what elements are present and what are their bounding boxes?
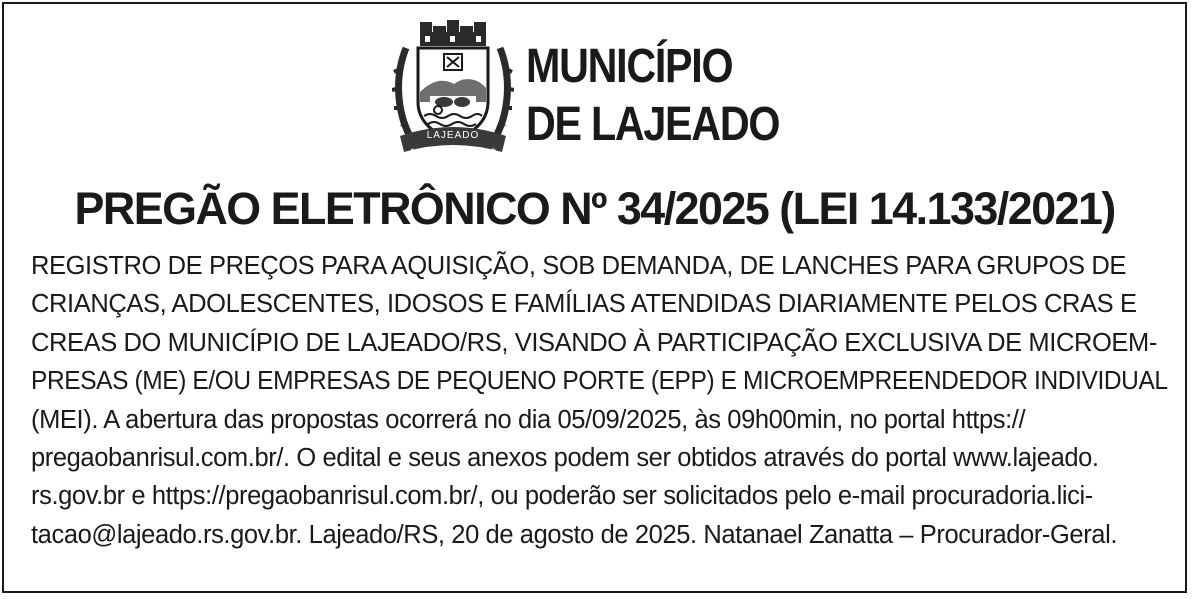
headline-text: PREGÃO ELETRÔNICO Nº 34/2025 (LEI 14.133/2021) bbox=[74, 183, 1115, 234]
body-line: CREAS DO MUNICÍPIO DE LAJEADO/RS, VISANDO À PARTICIPAÇÃO EXCLUSIVA DE MICROEM- bbox=[31, 328, 1157, 357]
municipality-title-line2: DE LAJEADO bbox=[526, 98, 780, 151]
crest-year-right: 1939 bbox=[471, 147, 497, 159]
notice-body bbox=[31, 247, 1168, 554]
body-line: rs.gov.br e https://pregaobanrisul.com.br/, ou poderão ser solicitados pelo e-mail procuradoria.lici- bbox=[31, 482, 1093, 511]
crest-name: LAJEADO bbox=[426, 130, 480, 141]
body-line: CRIANÇAS, ADOLESCENTES, IDOSOS E FAMÍLIAS ATENDIDAS DIARIAMENTE PELOS CRAS E bbox=[31, 290, 1137, 319]
body-line: (MEI). A abertura das propostas ocorrerá no dia 05/09/2025, às 09h00min, no portal https:// bbox=[31, 405, 1026, 434]
municipality-title-line1: MUNICÍPIO bbox=[526, 40, 733, 93]
body-line: pregaobanrisul.com.br/. O edital e seus anexos podem ser obtidos através do portal www.lajeado. bbox=[31, 444, 1099, 473]
municipal-coat-of-arms-icon bbox=[392, 18, 514, 164]
body-line: REGISTRO DE PREÇOS PARA AQUISIÇÃO, SOB DEMANDA, DE LANCHES PARA GRUPOS DE bbox=[31, 252, 1126, 280]
body-line: tacao@lajeado.rs.gov.br. Lajeado/RS, 20 de agosto de 2025. Natanael Zanatta – Procurador-Geral. bbox=[31, 520, 1118, 549]
notice-headline bbox=[4, 182, 1185, 236]
municipality-title bbox=[526, 38, 779, 154]
crest-year-left: 1891 bbox=[409, 147, 435, 159]
body-line: PRESAS (ME) E/OU EMPRESAS DE PEQUENO PORTE (EPP) E MICROEMPREENDEDOR INDIVIDUAL bbox=[31, 367, 1168, 396]
notice-frame bbox=[2, 2, 1187, 593]
header bbox=[392, 18, 812, 168]
